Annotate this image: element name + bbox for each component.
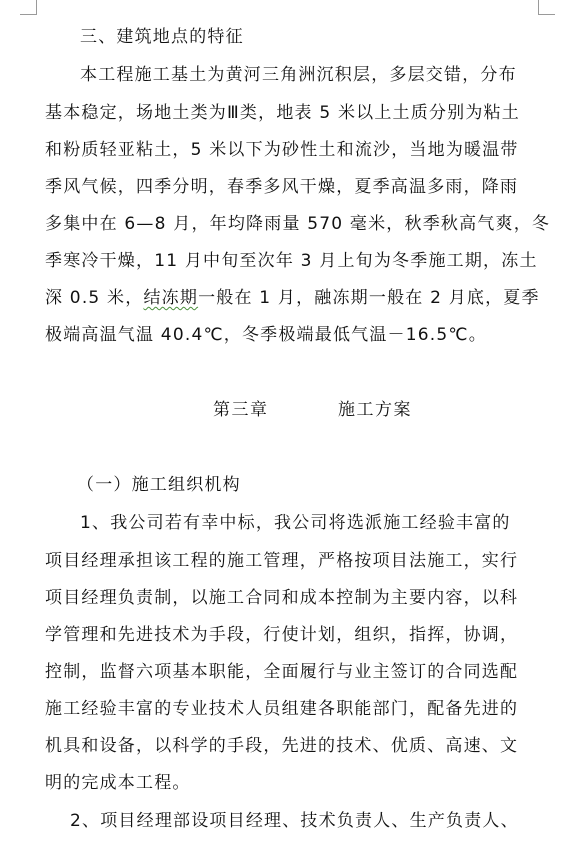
paragraph1-line-6: 季寒冷干燥，11 月中旬至次年 3 月上旬为冬季施工期，冻土 [45,251,538,271]
paragraph1-line-8: 极端高温气温 40.4℃，冬季极端最低气温－16.5℃。 [45,325,487,345]
paragraph2-line-3: 项目经理负责制，以施工合同和成本控制为主要内容，以科 [45,588,519,608]
chapter-title: 施工方案 [338,400,412,420]
paragraph2-line-8: 明的完成本工程。 [45,773,191,793]
paragraph2-line-5: 控制，监督六项基本职能，全面履行与业主签订的合同选配 [45,662,519,682]
crop-mark-top-left-vertical [36,0,37,14]
crop-mark-top-right-vertical [538,0,539,14]
paragraph1-line-4: 季风气候，四季分明，春季多风干燥，夏季高温多雨，降雨 [45,177,519,197]
section-heading: 三、建筑地点的特征 [80,27,244,47]
paragraph1-line-3: 和粉质轻亚粘土，5 米以下为砂性土和流沙，当地为暖温带 [45,140,519,160]
paragraph1-line-1: 本工程施工基土为黄河三角洲沉积层，多层交错，分布 [80,65,517,85]
paragraph1-line-7 [45,287,540,309]
paragraph1-line-2: 基本稳定，场地土类为Ⅲ类，地表 5 米以上土质分别为粘土 [45,103,520,123]
paragraph2-line-6: 施工经验丰富的专业技术人员组建各职能部门，配备先进的 [45,699,519,719]
paragraph2-line-4: 学管理和先进技术为手段，行使计划，组织，指挥，协调， [45,625,519,645]
paragraph1-line-7-start: 深 0.5 米， [45,288,144,308]
paragraph2-line-7: 机具和设备，以科学的手段，先进的技术、优质、高速、文 [45,736,519,756]
crop-mark-top-left-horizontal [20,14,37,15]
sub-heading: （一）施工组织机构 [77,475,241,495]
spellcheck-flagged-word[interactable]: 结冻期 [143,288,199,308]
paragraph2-line-2: 项目经理承担该工程的施工管理，严格按项目法施工，实行 [45,551,519,571]
paragraph3-line-1: 2、项目经理部设项目经理、技术负责人、生产负责人、 [70,811,519,831]
crop-mark-top-right-horizontal [538,14,555,15]
paragraph1-line-5: 多集中在 6—8 月，年均降雨量 570 毫米，秋季秋高气爽，冬 [45,214,551,234]
paragraph1-line-7-end: 一般在 1 月，融冻期一般在 2 月底，夏季 [198,288,540,308]
chapter-number: 第三章 [213,400,269,420]
paragraph2-line-1: 1、我公司若有幸中标，我公司将选派施工经验丰富的 [80,513,511,533]
